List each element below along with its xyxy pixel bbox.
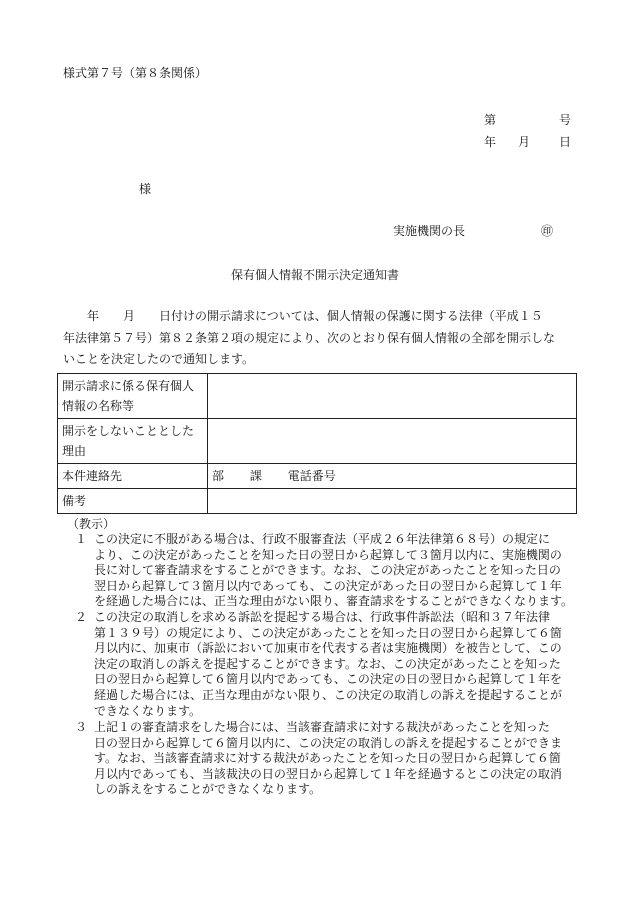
notice-number: ２	[75, 610, 88, 624]
label-line: 開示をしないこととした	[62, 424, 195, 438]
contact-dept-label: 部	[212, 469, 225, 483]
document-number-suffix: 号	[559, 113, 572, 127]
label-line: 理由	[62, 444, 87, 458]
notice-line: できなくなります。	[94, 703, 202, 718]
sender-title: 実施機関の長	[393, 224, 466, 238]
document-number-label: 第	[484, 113, 497, 127]
requested-info-label	[58, 374, 208, 419]
body-paragraph	[63, 306, 582, 371]
table-row	[58, 419, 577, 464]
notice-number: ３	[75, 720, 88, 734]
notice-line: しの訴えをすることができなくなります。	[94, 782, 322, 797]
table-row	[58, 374, 577, 419]
notice-line: 第１３９号）の規定により、この決定があったことを知った日の翌日から起算して６箇	[94, 625, 562, 640]
notice-number: １	[75, 532, 88, 546]
notice-line: 上記１の審査請求をした場合には、当該審査請求に対する裁決があったことを知った	[94, 720, 550, 734]
notice-text	[94, 720, 562, 798]
notice-line: より、この決定があったことを知った日の翌日から起算して３箇月以内に、実施機関の	[94, 547, 562, 562]
date-month-label: 月	[518, 135, 531, 149]
body-line: 年法律第５７号）第８２条第２項の規定により、次のとおり保有個人情報の全部を開示しな	[63, 330, 556, 345]
notice-line: 月以内であっても、当該裁決の日の翌日から起算して１年を経過するとこの決定の取消	[94, 766, 562, 781]
seal-mark: ㊞	[541, 224, 554, 238]
contact-section-label: 課	[249, 469, 262, 483]
notice-line: す。なお、当該審査請求に対する裁決があったことを知った日の翌日から起算して６箇	[94, 751, 561, 766]
date-year-label: 年	[484, 135, 497, 149]
notice-line: この決定の取消しを求める訴訟を提起する場合は、行政事件訴訟法（昭和３７年法律	[94, 610, 551, 624]
remarks-value[interactable]	[208, 489, 577, 514]
remarks-label: 備考	[58, 489, 208, 514]
reason-value[interactable]	[208, 419, 577, 464]
requested-info-value[interactable]	[208, 374, 577, 419]
notice-line: 経過した場合には、正当な理由がない限り、この決定の取消しの訴えを提起することが	[94, 687, 563, 702]
notice-heading: （教示）	[67, 517, 116, 531]
notice-line: 月以内に、加東市（訴訟において加東市を代表する者は実施機関）を被告として、この	[94, 641, 562, 656]
body-line: 年 月 日付けの開示請求については、個人情報の保護に関する法律（平成１５	[63, 309, 543, 323]
notice-line: 決定の取消しの訴えを提起することができます。なお、この決定があったことを知った	[94, 656, 561, 671]
addressee-honorific: 様	[139, 182, 152, 196]
contact-label: 本件連絡先	[58, 464, 208, 489]
table-row	[58, 464, 577, 489]
document-title: 保有個人情報不開示決定通知書	[230, 268, 399, 282]
notice-line: この決定に不服がある場合は、行政不服審査法（平成２６年法律第６８号）の規定に	[94, 532, 551, 546]
notice-line: 翌日から起算して３箇月以内であっても、この決定があった日の翌日から起算して１年	[94, 578, 562, 593]
notice-text	[94, 610, 562, 719]
body-line: いことを決定したので通知します。	[63, 352, 255, 366]
notice-line: 日の翌日から起算して６箇月以内であっても、この決定の日の翌日から起算して１年を	[94, 672, 562, 687]
notice-text	[94, 532, 573, 610]
notice-line: 日の翌日から起算して６箇月以内に、この決定の取消しの訴えを提起することができま	[94, 735, 563, 750]
label-line: 開示請求に係る保有個人	[62, 379, 195, 393]
form-number: 様式第７号（第８条関係）	[63, 66, 208, 80]
info-table	[57, 373, 577, 514]
date-day-label: 日	[559, 135, 572, 149]
table-row	[58, 489, 577, 514]
reason-label	[58, 419, 208, 464]
contact-value[interactable]	[208, 464, 577, 489]
notice-line: を経過した場合には、正当な理由がない限り、審査請求をすることができなくなります。	[94, 594, 574, 609]
contact-phone-label: 電話番号	[287, 469, 336, 483]
label-line: 情報の名称等	[62, 399, 135, 413]
notice-line: 長に対して審査請求をすることができます。なお、この決定があったことを知った日の	[94, 563, 561, 578]
